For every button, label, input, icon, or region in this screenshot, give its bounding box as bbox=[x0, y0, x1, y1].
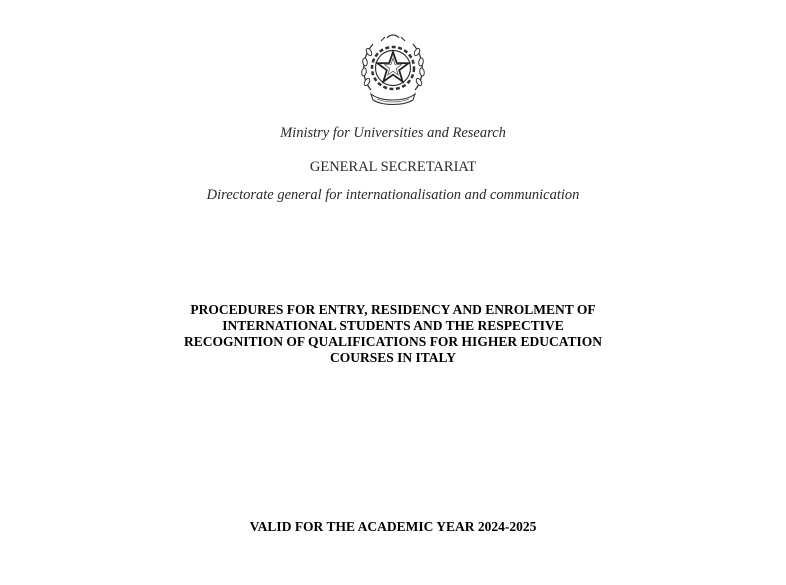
title-line: INTERNATIONAL STUDENTS AND THE RESPECTIVE bbox=[222, 318, 564, 333]
validity-statement: VALID FOR THE ACADEMIC YEAR 2024-2025 bbox=[249, 519, 537, 534]
secretariat-heading: GENERAL SECRETARIAT bbox=[309, 159, 477, 175]
document-title bbox=[143, 302, 643, 366]
title-line: PROCEDURES FOR ENTRY, RESIDENCY AND ENROLMENT OF bbox=[190, 302, 596, 317]
directorate-name: Directorate general for internationalisation and communication bbox=[206, 187, 580, 203]
italian-republic-emblem-icon bbox=[357, 32, 429, 108]
title-line: COURSES IN ITALY bbox=[329, 350, 457, 365]
title-line: RECOGNITION OF QUALIFICATIONS FOR HIGHER EDUCATION bbox=[184, 334, 602, 349]
ministry-name: Ministry for Universities and Research bbox=[280, 125, 506, 141]
